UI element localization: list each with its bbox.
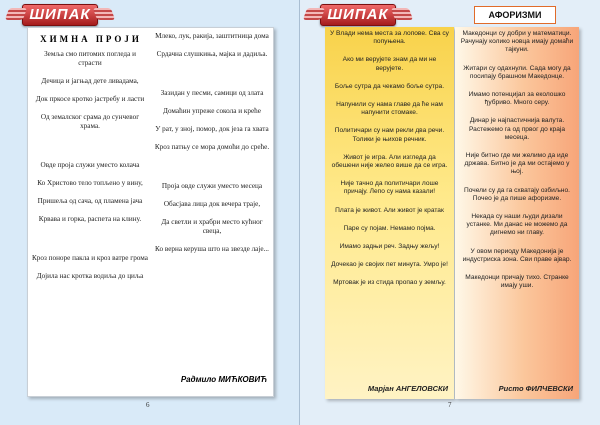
page-number: 7 bbox=[448, 401, 452, 409]
poem-line: Дојила нас кротка водиља до циља bbox=[36, 272, 144, 280]
section-tag: АФОРИЗМИ bbox=[474, 6, 556, 24]
aphorism: Почели су да га схватају озбиљно. Почео је да пише афоризме. bbox=[464, 186, 570, 202]
poem-line: Од земалског срама до сунчевог храма. bbox=[40, 113, 140, 130]
magazine-logo: ШИПАК bbox=[22, 4, 98, 26]
poet-name: Радмило МИЋКОВИЋ bbox=[180, 375, 267, 384]
logo-wing-icon bbox=[93, 8, 115, 20]
aphorism: Некада су наши људи дизали устанке. Ми данас не можемо да дигнемо ни главу. bbox=[466, 213, 568, 237]
poem-line: Кроз понорe пакла и кроз ватре грома bbox=[32, 254, 148, 262]
poem-column-1 bbox=[32, 50, 148, 290]
poem-line: Дечица и јагњад дете ливадама, bbox=[41, 77, 139, 85]
aphorism: Плата је живот. Али живот је кратак bbox=[335, 206, 444, 214]
magazine-logo: ШИПАК bbox=[320, 4, 396, 26]
poem-line: Срдачна слушкиња, мајка и дадиља. bbox=[156, 50, 268, 58]
aphorism: У Влади нема места за лопове. Сва су попуњена. bbox=[330, 30, 449, 46]
poem-line: У рат, у зној, помор, док језа га хвата bbox=[155, 125, 269, 133]
logo-wing-icon bbox=[391, 8, 413, 20]
poem-line: Земља смо питомих погледа и страсти bbox=[44, 50, 136, 67]
poem-line: Ко верна керуша што на звезде лаје... bbox=[155, 245, 269, 253]
logo-wing-icon bbox=[303, 8, 325, 20]
aphorism: Ако ми верујете знам да ми не верујете. bbox=[342, 56, 437, 72]
aphorism: Боље сутра да чекамо боље сутра. bbox=[334, 82, 445, 90]
page-number: 6 bbox=[146, 401, 150, 409]
aphorism: Живот је игра. Али изгледа да обешени није желео више да се игра. bbox=[331, 153, 448, 170]
aphorisms-column-b bbox=[455, 27, 579, 399]
aphorism: Паре су појам. Немамо појма. bbox=[343, 224, 436, 232]
aphorism: Дочекао је својих пет минута. Умро је! bbox=[331, 261, 448, 269]
poem-line: Кроз патњу се мора домоћи до среће. bbox=[154, 143, 270, 151]
poem-line: Док пркосе кротко јастребу и ласти bbox=[35, 95, 145, 103]
author-name: Марјан АНГЕЛОВСКИ bbox=[367, 383, 448, 393]
poem-line: Проја овде служи уместо месеца bbox=[161, 182, 263, 190]
aphorism: У овом периоду Македонија је индустриска зона. Сви праве ајвар. bbox=[462, 247, 572, 263]
author-name: Ристо ФИЛЧЕВСКИ bbox=[498, 383, 573, 393]
poem-line: Да светли и храбри место кућног свеца, bbox=[161, 218, 263, 235]
aphorism: Мртовак је из стида пропао у земљу. bbox=[333, 279, 446, 287]
poem-line: Крвава и горка, распета на клину. bbox=[38, 215, 142, 223]
aphorism: Имамо задњи реч. Задњу жељу! bbox=[339, 243, 440, 251]
aphorisms-column-a bbox=[325, 27, 454, 399]
poem-line: Млеко, лук, ракија, заштитница дома bbox=[155, 32, 269, 40]
poem-line: Овде проја служи уместо колача bbox=[40, 161, 140, 169]
poem-title: ХИМНА ПРОЈИ bbox=[40, 34, 142, 44]
logo-wing-icon bbox=[5, 8, 27, 20]
poem-line: Обасјава лица док вечера траје, bbox=[163, 200, 261, 208]
poem-column-2 bbox=[154, 32, 270, 263]
poem-line: Зазидан у песми, самици од злата bbox=[160, 89, 264, 97]
aphorism: Македонци причају тихо. Странке имају уши. bbox=[465, 274, 569, 290]
poem-line: Ко Христово тело топљено у вину, bbox=[37, 179, 143, 187]
aphorism: Напунили су нама главе да ће нам напунити стомаке. bbox=[336, 101, 443, 117]
aphorism: Политичари су нам рекли два речи. Толики је њихов речник. bbox=[334, 127, 445, 143]
aphorism: Динар је најпастичнија валута. Растежемо га од првог до краја месеца. bbox=[468, 117, 566, 141]
poem-card bbox=[27, 27, 274, 397]
poem-line: Пришеља од сача, од пламена јача bbox=[37, 197, 143, 205]
aphorism: Није битно где ми желимо да иде држава. Битно је да ми остајемо у њој. bbox=[464, 152, 570, 176]
aphorism: Није тачно да политичари лоше причају. Лепо су нама казали! bbox=[340, 180, 439, 196]
aphorism: Македонци су добри у математици. Рачунају колико новца имају домаћи тајкуни. bbox=[460, 30, 574, 54]
poem-line: Домаћин упреже сокола и креће bbox=[163, 107, 261, 115]
aphorism: Житари су одахнули. Сада могу да посипају брашном Македонце. bbox=[463, 64, 571, 80]
aphorism: Имамо потенцијал за еколошко ђубриво. Много серу. bbox=[468, 91, 566, 107]
